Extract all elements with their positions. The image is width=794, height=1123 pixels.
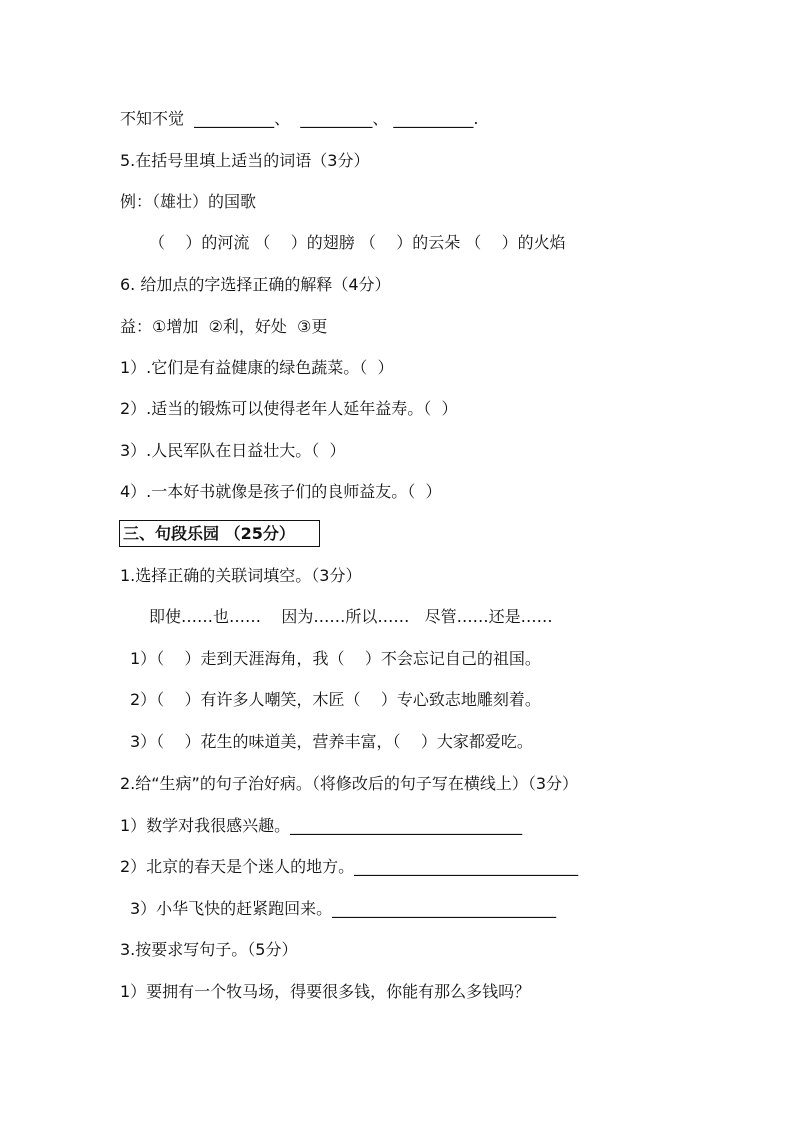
question-6-item-3: 3）.人民军队在日益壮大。（ ） — [120, 441, 346, 460]
question-6-item-4: 4）.一本好书就像是孩子们的良师益友。（ ） — [120, 482, 442, 501]
sentence-fix-item-1: 1）数学对我很感兴趣。_____________________________ — [120, 816, 523, 835]
question-6-meanings: 益：①增加 ②利，好处 ③更 — [120, 317, 328, 336]
rewrite-item-1: 1）要拥有一个牧马场，得要很多钱，你能有那么多钱吗？ — [120, 982, 531, 1001]
sentence-fix-item-2: 2）北京的春天是个迷人的地方。____________________________ — [120, 857, 579, 876]
section-3-question-1-heading: 1.选择正确的关联词填空。（3分） — [120, 566, 362, 585]
conjunction-item-3: 3）（ ）花生的味道美，营养丰富，（ ）大家都爱吃。 — [130, 732, 533, 751]
section-3-title-box: 三、句段乐园 （25分） — [119, 520, 320, 547]
question-5-heading: 5.在括号里填上适当的词语（3分） — [120, 151, 370, 170]
question-5-example: 例：（雄壮）的国歌 — [120, 192, 257, 211]
section-3-question-2-heading: 2.给“生病”的句子治好病。（将修改后的句子写在横线上）（3分） — [120, 774, 579, 793]
conjunction-item-1: 1）（ ）走到天涯海角，我（ ）不会忘记自己的祖国。 — [130, 649, 541, 668]
conjunction-item-2: 2）（ ）有许多人嘲笑，木匠（ ）专心致志地雕刻着。 — [130, 690, 541, 709]
sentence-fix-item-3: 3）小华飞快的赶紧跑回来。____________________________ — [130, 899, 557, 918]
fill-line-buzhibujue: 不知不觉 __________、 _________、 __________. — [120, 109, 479, 128]
section-3-question-3-heading: 3.按要求写句子。（5分） — [120, 940, 298, 959]
question-6-item-1: 1）.它们是有益健康的绿色蔬菜。（ ） — [120, 358, 394, 377]
conjunction-options: 即使……也…… 因为……所以…… 尽管……还是…… — [149, 607, 553, 626]
question-5-blanks: （ ）的河流 （ ）的翅膀 （ ）的云朵 （ ）的火焰 — [149, 233, 566, 252]
question-6-heading: 6. 给加点的字选择正确的解释（4分） — [120, 275, 391, 294]
question-6-item-2: 2）.适当的锻炼可以使得老年人延年益寿。（ ） — [120, 399, 458, 418]
